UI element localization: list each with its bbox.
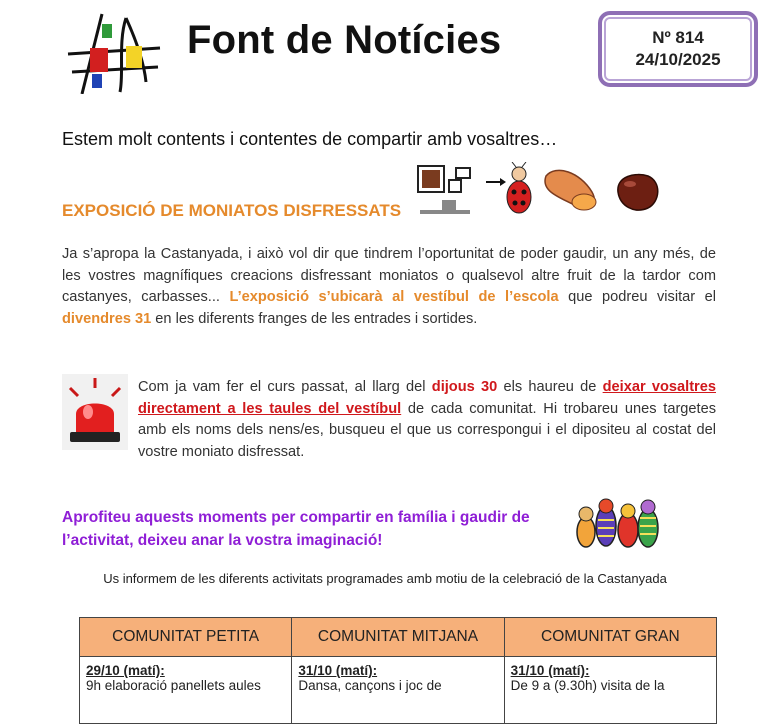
para1-date: divendres 31 [62, 310, 152, 327]
para1-location: L’exposició s’ubicarà al vestíbul de l’escola [229, 289, 559, 305]
header-petita: COMUNITAT PETITA [80, 618, 292, 657]
para2-text-2: els haureu de [497, 379, 603, 395]
alarm-light-icon [62, 374, 128, 450]
decorated-potatoes-icon [572, 496, 662, 552]
cell-body: 9h elaboració panellets aules [86, 678, 261, 693]
newsletter-title: Font de Notícies [187, 18, 502, 62]
cell-gran [504, 657, 716, 724]
issue-date: 24/10/2025 [635, 50, 721, 69]
section-title: EXPOSICIÓ DE MONIATOS DISFRESSATS [62, 201, 402, 220]
header-gran: COMUNITAT GRAN [504, 618, 716, 657]
table-header-row [80, 618, 717, 657]
para1-text-2: que podreu visitar el [558, 289, 716, 305]
cell-mitjana [292, 657, 504, 724]
cell-body: Dansa, cançons i joc de [298, 678, 442, 693]
exhibition-icon [418, 166, 470, 214]
para2-date: dijous 30 [431, 379, 498, 395]
header-mitjana: COMUNITAT MITJANA [292, 618, 504, 657]
family-statement: Aprofiteu aquests moments per compartir en família i gaudir de l’activitat, deixeu anar la vostra imaginació! [62, 509, 530, 549]
chestnut-icon [618, 175, 658, 210]
para2-text-3: de cada comunitat. Hi trobareu unes targetes amb els noms dels nens/es, busqueu el que us correspongui i el dipositeu al costat del vostre moniato disfressat. [138, 400, 717, 460]
drop-off-paragraph [138, 377, 716, 463]
para2-instruction: deixar vosaltres directament a les taules del vestíbul [138, 379, 716, 417]
para1-text-1: Ja s’apropa la Castanyada, i això vol dir que tindrem l’oportunitat de poder gaudir, un any més, de les vostres magnífiques creacions disfressant moniatos o qualsevol altre fruit de la tardor com castanyes, carbasses... [62, 246, 716, 305]
cell-heading: 31/10 (matí): [298, 663, 378, 678]
pictograms [416, 162, 662, 218]
cell-body: De 9 a (9.30h) visita de la [510, 678, 665, 693]
exhibition-paragraph [62, 244, 716, 330]
table-row [80, 657, 717, 724]
issue-number: Nº 814 [652, 28, 704, 47]
para2-text-1: Com ja vam fer el curs passat, al llarg del [138, 379, 432, 395]
cell-petita [80, 657, 292, 724]
cell-heading: 29/10 (matí): [86, 663, 165, 678]
cell-heading: 31/10 (matí): [510, 663, 590, 678]
activities-info: Us informem de les diferents activitats programades amb motiu de la celebració de la Castanyada [103, 571, 667, 586]
para1-text-3: en les diferents franges de les entrades i sortides. [151, 310, 478, 327]
activities-table [79, 617, 717, 724]
ladybug-costume-icon [507, 162, 531, 213]
sweet-potato-icon [545, 170, 596, 210]
intro-text: Estem molt contents i contentes de compartir amb vosaltres… [62, 129, 558, 149]
school-logo [62, 12, 162, 94]
issue-box [598, 11, 758, 87]
